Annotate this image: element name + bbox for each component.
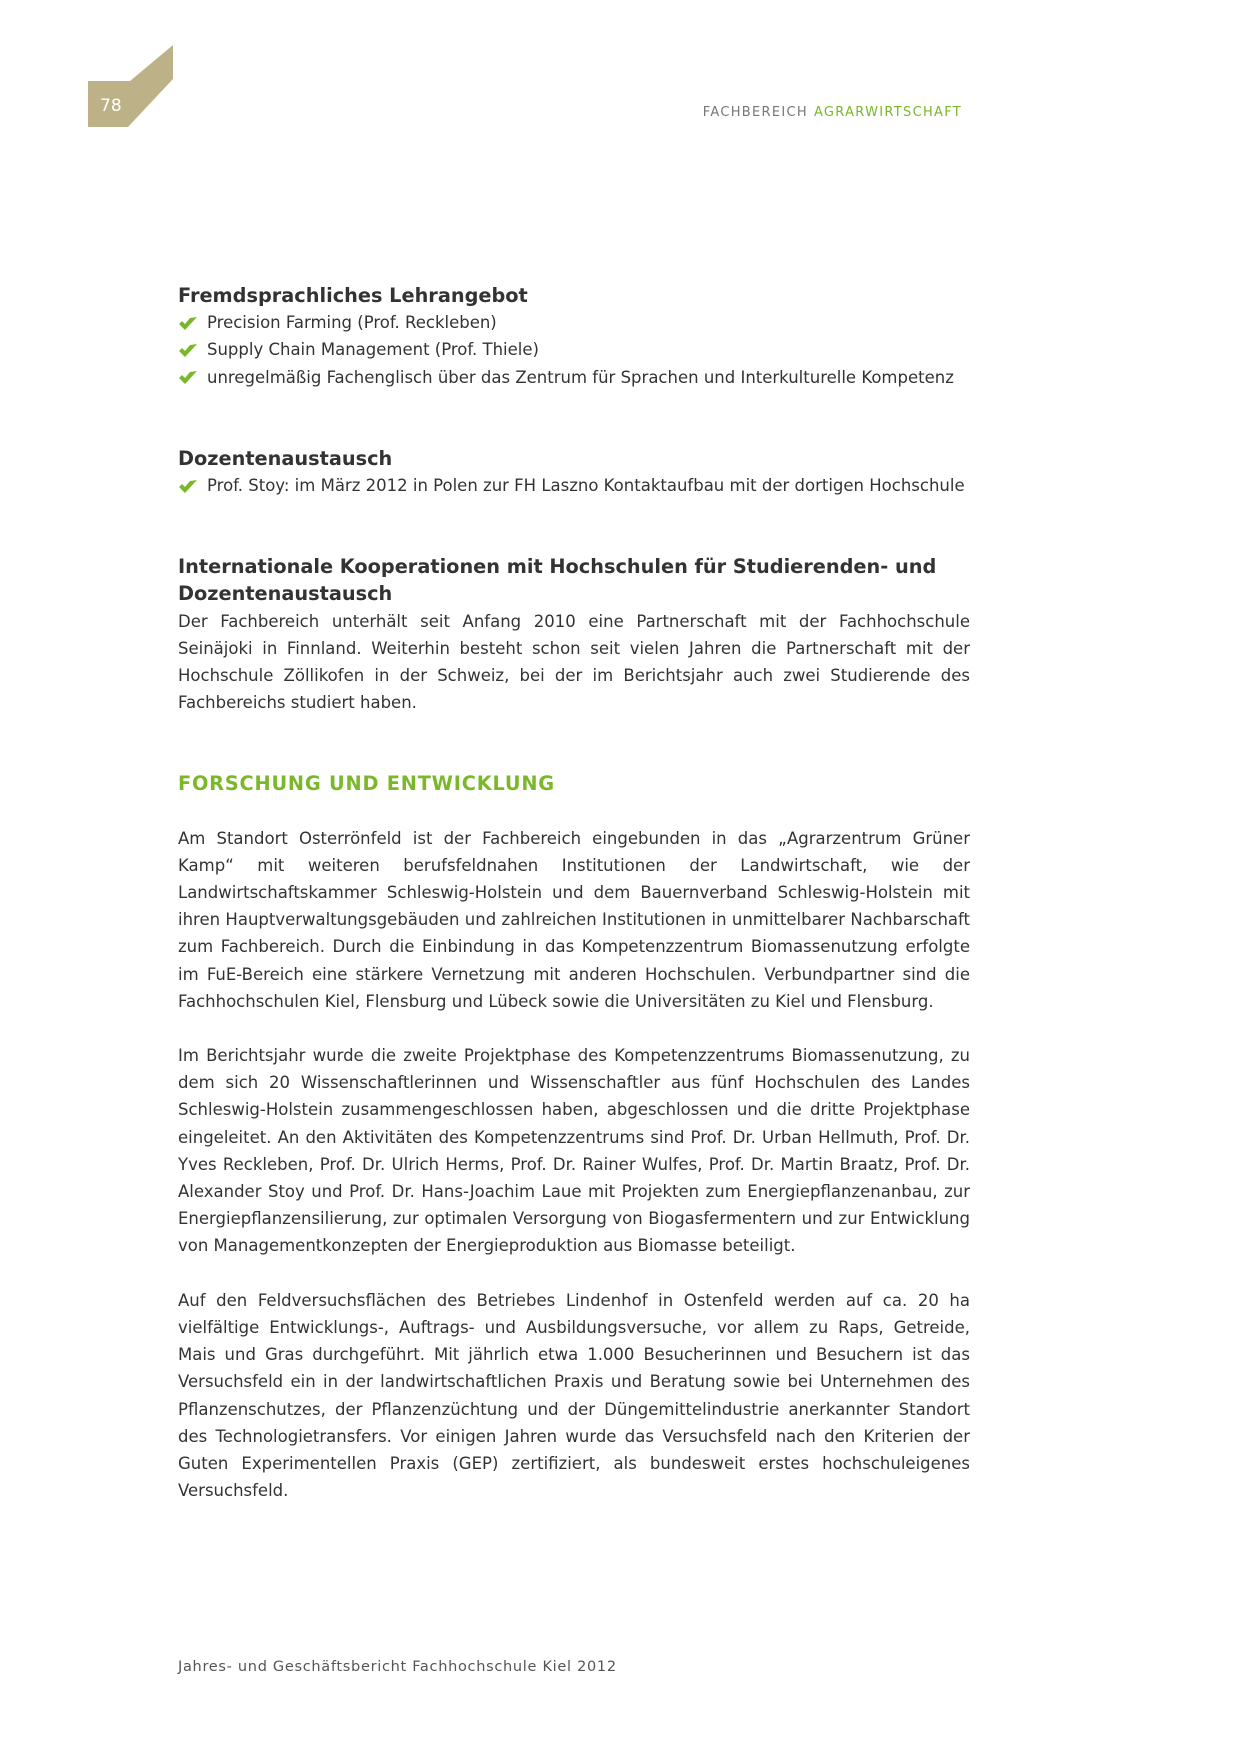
list-item-text: Precision Farming (Prof. Reckleben) <box>207 313 497 333</box>
check-arrow-icon <box>178 478 198 494</box>
list-item-text: Prof. Stoy: im März 2012 in Polen zur FH Laszno Kontaktaufbau mit der dortigen Hochschule <box>207 476 965 496</box>
section-heading: Dozentenaustausch <box>178 446 393 470</box>
section-heading: Internationale Kooperationen mit Hochschulen für Studierenden- und Dozentenaustausch <box>178 555 937 606</box>
paragraph: Auf den Feldversuchsflächen des Betriebes Lindenhof in Ostenfeld werden auf ca. 20 ha vielfältige Entwicklungs-, Auftrags- und Ausbildungsversuche, vor allem zu Raps, Getreide, Mais und Gras durchgeführt. Mit jährlich etwa 1.000 Besucherinnen und Besuchern ist das Versuchsfeld ein in der landwirtschaftlichen Praxis und Beratung sowie bei Unternehmen des Pflanzenschutzes, der Pflanzenzüchtung und der Düngemittelindustrie anerkannter Standort des Technologietransfers. Vor einigen Jahren wurde das Versuchsfeld nach den Kriterien der Guten Experimentellen Praxis (GEP) zertifiziert, als bundesweit erstes hochschuleigenes Versuchsfeld. <box>178 1290 970 1501</box>
paragraph: Der Fachbereich unterhält seit Anfang 2010 eine Partnerschaft mit der Fachhochschule Seinäjoki in Finnland. Weiterhin besteht schon seit vielen Jahren die Partnerschaft mit der Hochschule Zöllikofen in der Schweiz, bei der im Berichtsjahr auch zwei Studierende des Fachbereichs studiert haben. <box>178 611 970 713</box>
paragraph: Am Standort Osterrönfeld ist der Fachbereich eingebunden in das „Agrarzentrum Grüner Kamp“ mit weiteren berufsfeldnahen Institutionen der Landwirtschaft, wie der Landwirtschaftskammer Schleswig-Holstein und dem Bauernverband Schleswig-Holstein mit ihren Hauptverwaltungsgebäuden und zahlreichen Institutionen in unmittelbarer Nachbarschaft zum Fachbereich. Durch die Einbindung in das Kompetenzzentrum Biomassenutzung erfolgte im FuE-Bereich eine stärkere Vernetzung mit anderen Hochschulen. Verbundpartner sind die Fachhochschulen Kiel, Flensburg und Lübeck sowie die Universitäten zu Kiel und Flensburg. <box>178 828 970 1011</box>
list-item-text: unregelmäßig Fachenglisch über das Zentrum für Sprachen und Interkulturelle Kompetenz <box>207 367 954 387</box>
section-heading: Fremdsprachliches Lehrangebot <box>178 284 528 307</box>
list-item <box>178 309 970 336</box>
list-item <box>178 364 970 391</box>
section-lehrangebot <box>178 282 970 391</box>
main-content <box>178 282 970 1504</box>
running-head-prefix: FACHBEREICH <box>702 105 808 120</box>
check-arrow-icon <box>178 342 198 358</box>
list-item <box>178 336 970 363</box>
running-head-accent: AGRARWIRTSCHAFT <box>813 105 962 120</box>
bullet-list <box>178 472 970 499</box>
running-head <box>703 105 962 120</box>
section-forschung <box>178 770 970 1504</box>
list-item-text: Supply Chain Management (Prof. Thiele) <box>207 340 539 360</box>
check-arrow-icon <box>178 369 198 385</box>
page-number: 78 <box>100 96 122 116</box>
footer-text: Jahres- und Geschäftsbericht Fachhochschule Kiel 2012 <box>178 1659 617 1675</box>
paragraph: Im Berichtsjahr wurde die zweite Projektphase des Kompetenzzentrums Biomassenutzung, zu dem sich 20 Wissenschaftlerinnen und Wissenschaftler aus fünf Hochschulen des Landes Schleswig-Holstein zusammengeschlossen haben, abgeschlossen und die dritte Projektphase eingeleitet. An den Aktivitäten des Kompetenzzentrums sind Prof. Dr. Urban Hellmuth, Prof. Dr. Yves Reckleben, Prof. Dr. Ulrich Herms, Prof. Dr. Rainer Wulfes, Prof. Dr. Martin Braatz, Prof. Dr. Alexander Stoy und Prof. Dr. Hans-Joachim Laue mit Projekten zum Energiepflanzenanbau, zur Energiepflanzensilierung, zur optimalen Versorgung von Biogasfermentern und zur Entwicklung von Managementkonzepten der Energieproduktion aus Biomasse beteiligt. <box>178 1046 970 1256</box>
check-arrow-icon <box>178 315 198 331</box>
section-heading-forschung: FORSCHUNG UND ENTWICKLUNG <box>178 772 555 796</box>
list-item <box>178 472 970 499</box>
bullet-list <box>178 309 970 391</box>
section-kooperationen <box>178 553 970 716</box>
section-dozentenaustausch <box>178 445 970 499</box>
